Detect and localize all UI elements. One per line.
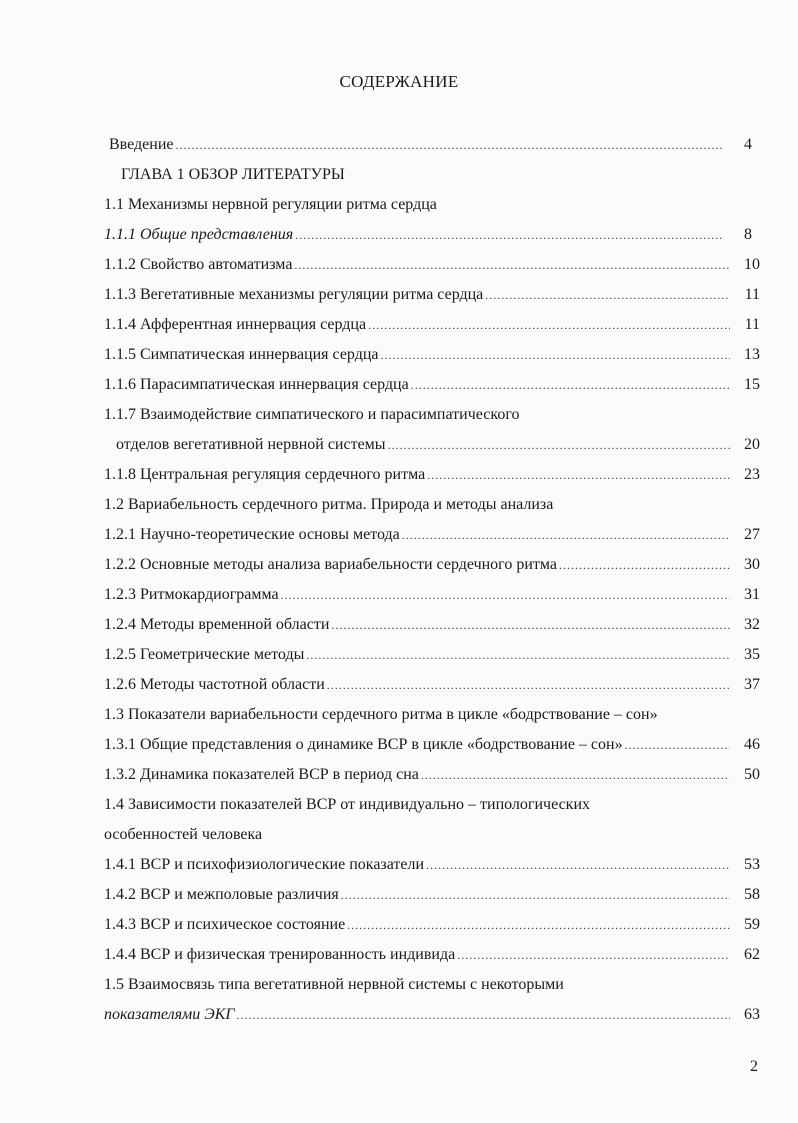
toc-entry-title: 1.1.6 Парасимпатическая иннервация сердца: [104, 376, 409, 393]
toc-entry[interactable]: [104, 494, 760, 516]
toc-entry-page: 8: [744, 226, 752, 243]
toc-entry-page: 10: [744, 256, 760, 273]
toc-entry-page: 30: [744, 556, 760, 573]
toc-entry[interactable]: [104, 224, 752, 246]
toc-entry-title: 1.4.1 ВСР и психофизиологические показатели: [104, 856, 425, 873]
dot-leader: [411, 374, 730, 396]
toc-entry-title: Введение: [109, 136, 174, 153]
toc-entry-page: 37: [744, 676, 760, 693]
toc-entry-title: отделов вегетативной нервной системы: [116, 436, 386, 453]
dot-leader: [381, 344, 730, 366]
toc-entry[interactable]: [104, 614, 760, 636]
toc-entry[interactable]: [104, 464, 760, 486]
dot-leader: [176, 134, 723, 156]
toc-entry-page: 11: [744, 316, 760, 333]
toc-entry-page: 27: [744, 526, 760, 543]
toc-entry[interactable]: [104, 314, 760, 336]
dot-leader: [457, 944, 730, 966]
toc-entry[interactable]: [104, 584, 760, 606]
page-number: 2: [750, 1058, 758, 1075]
toc-entry[interactable]: [104, 254, 760, 276]
dot-leader: [347, 914, 730, 936]
toc-entry[interactable]: [104, 974, 760, 996]
toc-entry[interactable]: [116, 434, 760, 456]
dot-leader: [559, 554, 730, 576]
toc-entry[interactable]: [104, 884, 760, 906]
toc-entry-title: 1.3.2 Динамика показателей ВСР в период сна: [104, 766, 419, 783]
toc-entry-page: 31: [744, 586, 760, 603]
toc-entry-title: 1.4.2 ВСР и межполовые различия: [104, 886, 339, 903]
toc-entry-title: 1.4.4 ВСР и физическая тренированность индивида: [104, 946, 456, 963]
toc-entry[interactable]: [104, 1004, 760, 1026]
toc-entry-page: 58: [744, 886, 760, 903]
toc-entry-title: 1.1.1 Общие представления: [104, 226, 294, 243]
toc-entry-title: 1.1.2 Свойство автоматизма: [104, 256, 293, 273]
toc-entry[interactable]: [104, 524, 760, 546]
toc-entry-title: 1.4 Зависимости показателей ВСР от индивидуально – типологических: [104, 796, 591, 813]
toc-entry[interactable]: [104, 944, 760, 966]
toc-entry-title: 1.2.1 Научно-теоретические основы метода: [104, 526, 400, 543]
toc-entry-page: 20: [744, 436, 760, 453]
toc-entry[interactable]: [104, 914, 760, 936]
toc-entry-title: 1.4.3 ВСР и психическое состояние: [104, 916, 346, 933]
dot-leader: [331, 614, 730, 636]
toc-entry[interactable]: [104, 824, 760, 846]
toc-entry-title: особенностей человека: [104, 826, 263, 843]
toc-entry[interactable]: [104, 404, 760, 426]
toc-entry[interactable]: [104, 284, 760, 306]
toc-entry[interactable]: [121, 164, 752, 186]
toc-entry-title: 1.2.2 Основные методы анализа вариабельности сердечного ритма: [104, 556, 558, 573]
toc-entry-page: 63: [744, 1006, 760, 1023]
toc-entry[interactable]: [109, 134, 752, 156]
toc-entry-title: 1.2.4 Методы временной области: [104, 616, 330, 633]
toc-entry-page: 53: [744, 856, 760, 873]
toc-entry-page: 62: [744, 946, 760, 963]
toc-entry[interactable]: [104, 194, 752, 216]
dot-leader: [341, 884, 730, 906]
toc-entry[interactable]: [104, 704, 760, 726]
dot-leader: [402, 524, 730, 546]
toc-entry-title: 1.5 Взаимосвязь типа вегетативной нервной системы с некоторыми: [104, 976, 564, 993]
toc-entry-title: 1.2 Вариабельность сердечного ритма. Природа и методы анализа: [104, 496, 554, 513]
toc-entry[interactable]: [104, 674, 760, 696]
dot-leader: [485, 284, 730, 306]
toc-entry-page: 59: [744, 916, 760, 933]
toc-entry-title: 1.3.1 Общие представления о динамике ВСР в цикле «бодрствование – сон»: [104, 736, 623, 753]
toc-entry[interactable]: [104, 554, 760, 576]
toc-entry[interactable]: [104, 794, 760, 816]
toc-entry-page: 11: [744, 286, 760, 303]
toc-entry[interactable]: [104, 374, 760, 396]
dot-leader: [281, 584, 730, 606]
toc-entry-title: показателями ЭКГ: [104, 1006, 235, 1023]
dot-leader: [327, 674, 730, 696]
toc-entry-page: 32: [744, 616, 760, 633]
dot-leader: [388, 434, 730, 456]
dot-leader: [427, 464, 730, 486]
dot-leader: [294, 254, 730, 276]
toc-entry-page: 35: [744, 646, 760, 663]
toc-entry-title: 1.1.5 Симпатическая иннервация сердца: [104, 346, 379, 363]
toc-entry-title: 1.1.3 Вегетативные механизмы регуляции ритма сердца: [104, 286, 484, 303]
toc-entry-page: 4: [744, 136, 752, 153]
toc-entry-page: 15: [744, 376, 760, 393]
toc-entry-title: 1.1.7 Взаимодействие симпатического и парасимпатического: [104, 406, 520, 423]
toc-entry-title: 1.2.6 Методы частотной области: [104, 676, 325, 693]
dot-leader: [421, 764, 730, 786]
toc-entry-title: ГЛАВА 1 ОБЗОР ЛИТЕРАТУРЫ: [121, 166, 345, 183]
toc-entry-title: 1.2.5 Геометрические методы: [104, 646, 305, 663]
toc-entry-title: 1.1.8 Центральная регуляция сердечного ритма: [104, 466, 426, 483]
dot-leader: [236, 1004, 730, 1026]
toc-entry[interactable]: [104, 854, 760, 876]
dot-leader: [306, 644, 730, 666]
toc-entry[interactable]: [104, 344, 760, 366]
toc-entry-title: 1.1.4 Афферентная иннервация сердца: [104, 316, 367, 333]
toc-entry-page: 46: [744, 736, 760, 753]
toc-entry-page: 50: [744, 766, 760, 783]
dot-leader: [368, 314, 730, 336]
toc-entry-title: 1.2.3 Ритмокардиограмма: [104, 586, 279, 603]
toc-entry-title: 1.3 Показатели вариабельности сердечного ритма в цикле «бодрствование – сон»: [104, 706, 658, 723]
toc-entry-page: 13: [744, 346, 760, 363]
toc-entry[interactable]: [104, 734, 760, 756]
page-title: СОДЕРЖАНИЕ: [339, 72, 459, 91]
toc-entry[interactable]: [104, 764, 760, 786]
dot-leader: [426, 854, 730, 876]
toc-entry[interactable]: [104, 644, 760, 666]
toc-entry-page: 23: [744, 466, 760, 483]
dot-leader: [295, 224, 722, 246]
dot-leader: [625, 734, 730, 756]
toc-entry-title: 1.1 Механизмы нервной регуляции ритма сердца: [104, 196, 437, 213]
